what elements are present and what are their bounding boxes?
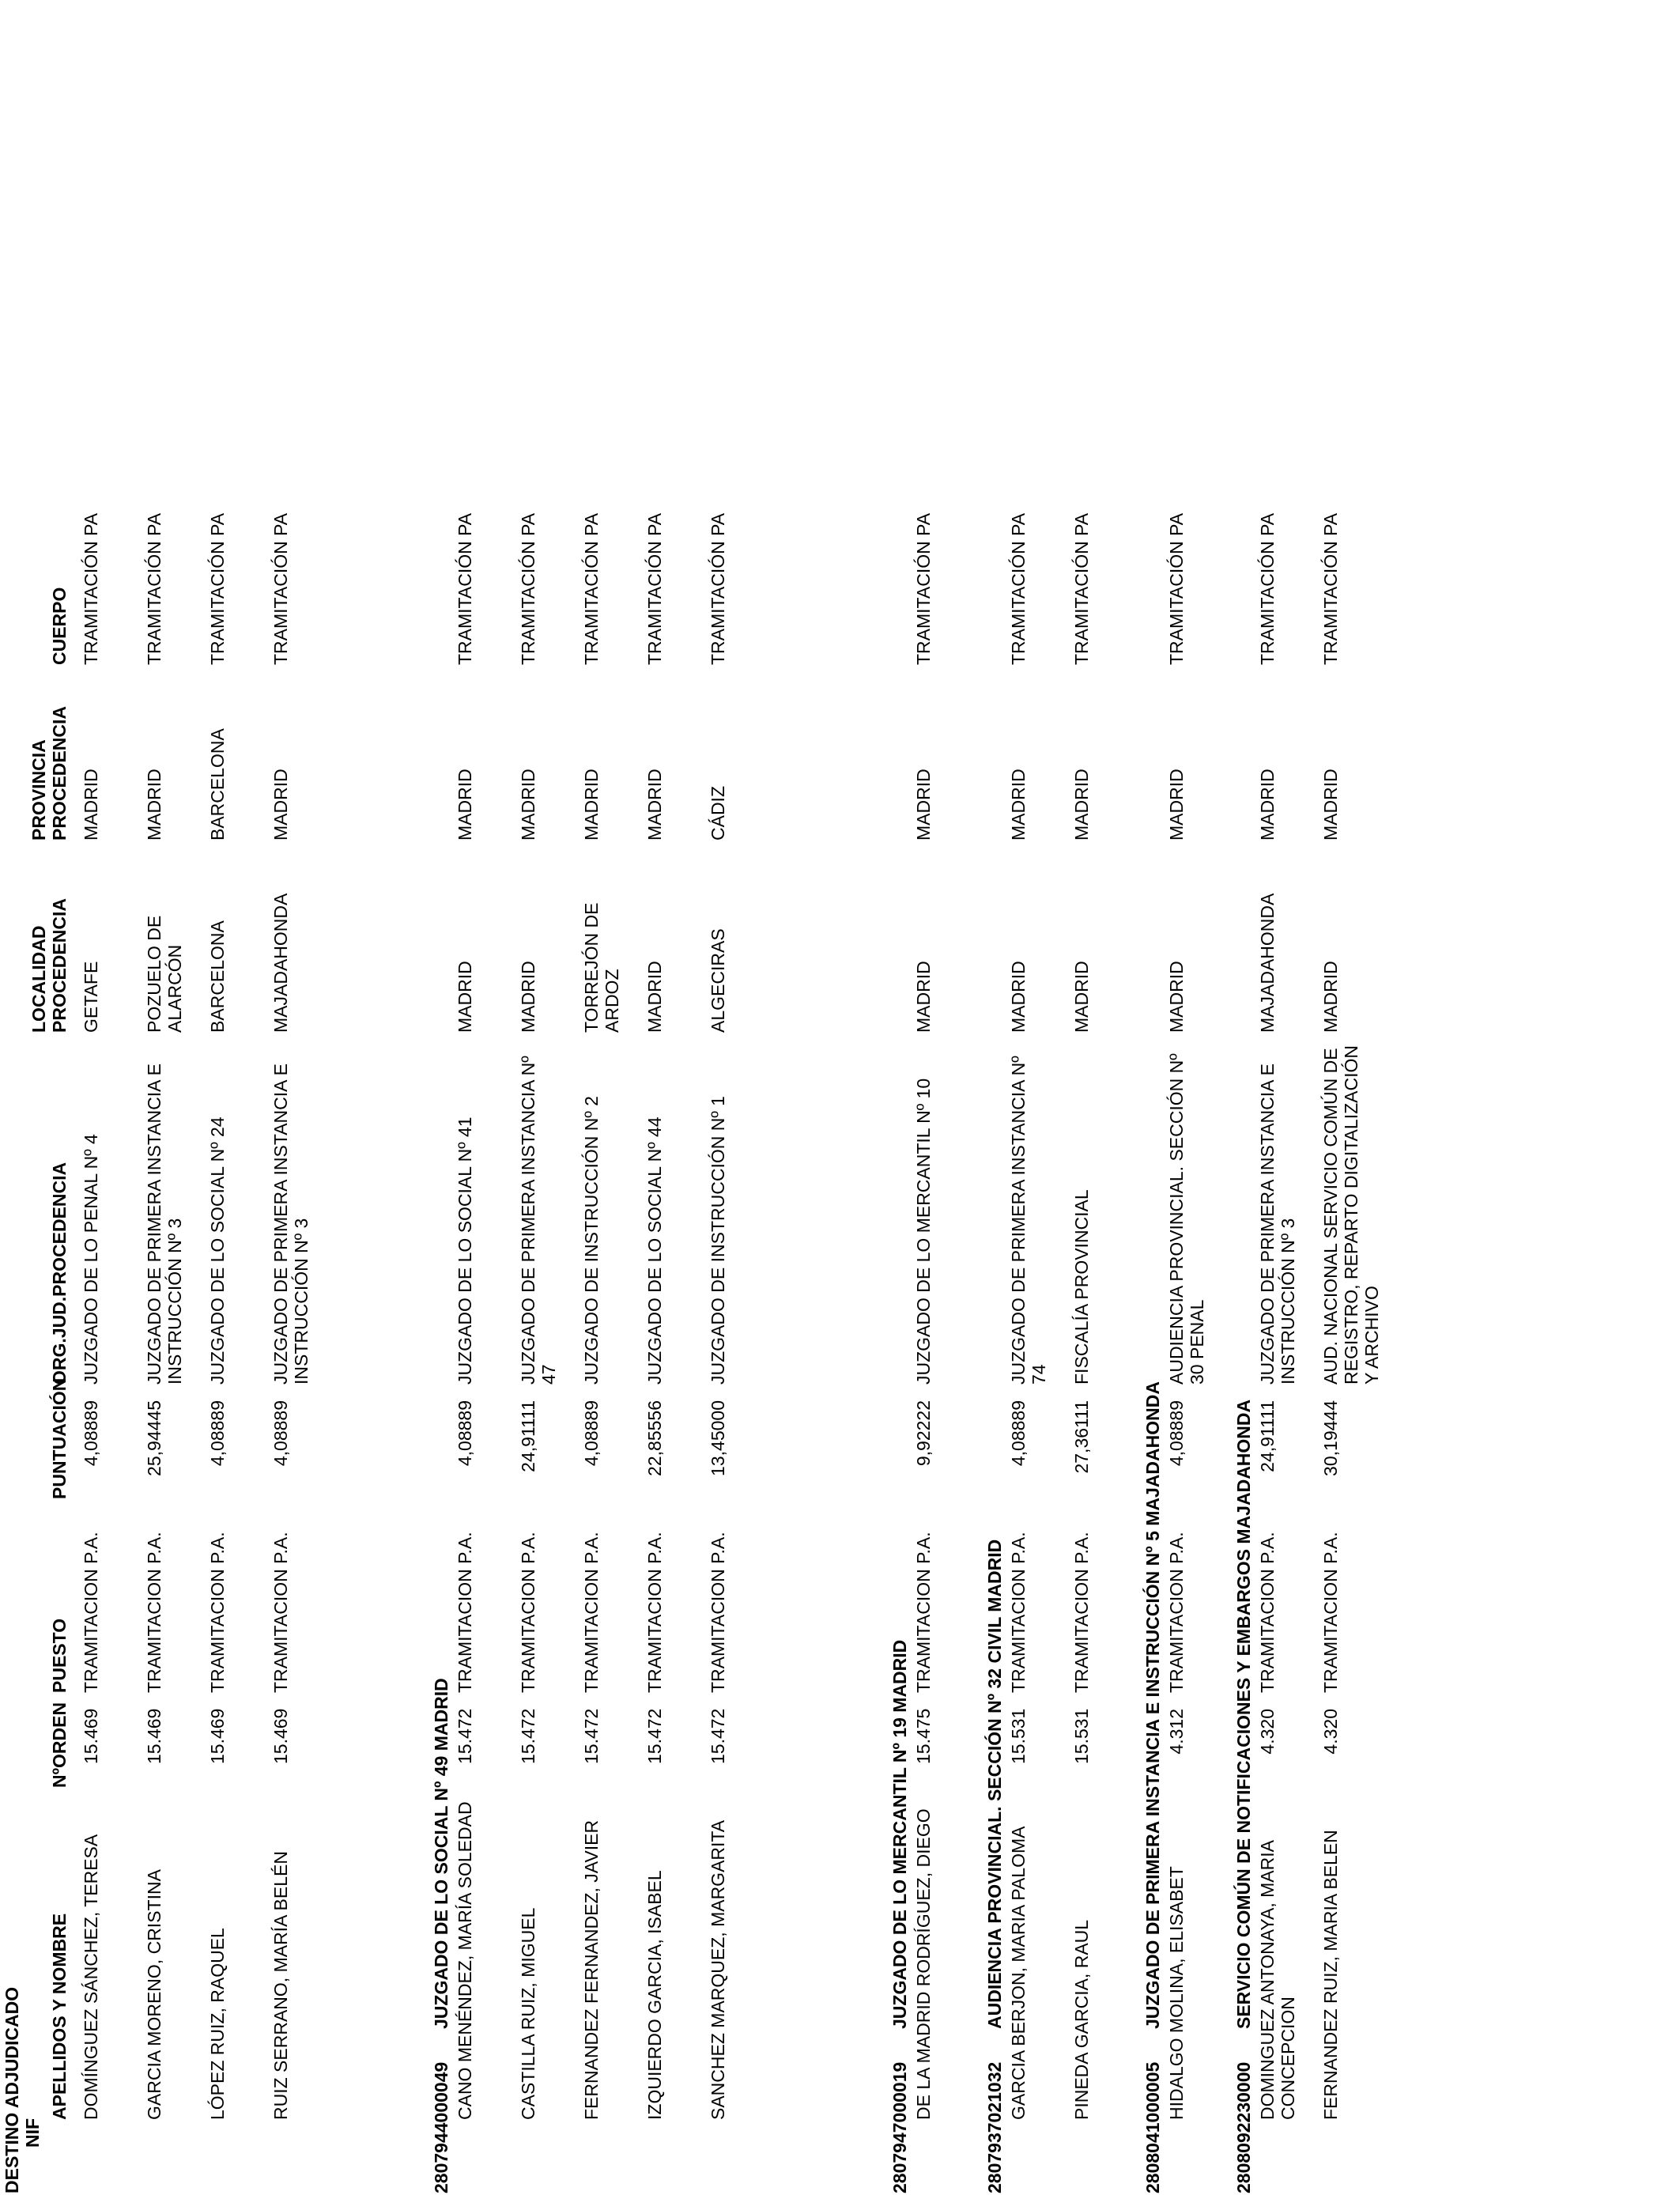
puntuacion-cell: 4,08889 [455,1400,475,1467]
group-title: SERVICIO COMÚN DE NOTIFICACIONES Y EMBARGOS MAJADAHONDA [1233,1399,1254,2029]
name-cell: LÓPEZ RUIZ, RAQUEL [207,1928,228,2120]
provincia-cell: MADRID [581,769,602,841]
cuerpo-cell: TRAMITACIÓN PA [1166,512,1187,665]
puesto-header: PUESTO [49,1618,70,1693]
orden-cell: 15.531 [1071,1708,1092,1764]
cuerpo-cell: TRAMITACIÓN PA [207,512,228,665]
name-cell: HIDALGO MOLINA, ELISABET [1166,1866,1187,2120]
cuerpo-cell: TRAMITACIÓN PA [1008,512,1029,665]
name-cell: DE LA MADRID RODRÍGUEZ, DIEGO [913,1808,934,2120]
orden-cell: 15.472 [455,1708,475,1764]
orden-cell: 15.472 [518,1708,538,1764]
cuerpo-cell: TRAMITACIÓN PA [270,512,291,665]
puntuacion-cell: 4,08889 [1166,1400,1187,1467]
org-cell: JUZGADO DE PRIMERA INSTANCIA E INSTRUCCIÓN Nº 3 [1257,1063,1298,1385]
provincia-cell: MADRID [913,769,934,841]
name-cell: IZQUIERDO GARCIA, ISABEL [644,1870,665,2120]
provincia-cell: MADRID [1071,769,1092,841]
puntuacion-cell: 24,91111 [1257,1400,1278,1472]
puesto-cell: TRAMITACION P.A. [144,1532,164,1693]
cuerpo-header: CUERPO [49,587,70,665]
localidad-cell: TORREJÓN DE ARDOZ [581,902,622,1033]
cuerpo-cell: TRAMITACIÓN PA [913,512,934,665]
group-title: JUZGADO DE LO MERCANTIL Nº 19 MADRID [889,1639,910,2029]
provincia-cell: MADRID [455,769,475,841]
org-cell: JUZGADO DE LO SOCIAL Nº 41 [455,1116,475,1385]
name-cell: FERNANDEZ RUIZ, MARIA BELEN [1320,1830,1341,2120]
provincia-cell: MADRID [518,769,538,841]
cuerpo-cell: TRAMITACIÓN PA [1320,512,1341,665]
puntuacion-cell: 25,94445 [144,1400,164,1476]
orden-cell: 15.531 [1008,1708,1029,1764]
provincia-header: PROVINCIA PROCEDENCIA [28,706,70,841]
orden-cell: 15.469 [144,1708,164,1764]
org-cell: JUZGADO DE PRIMERA INSTANCIA Nº 47 [518,1056,559,1385]
org-cell: AUD. NACIONAL SERVICIO COMÚN DE REGISTRO, REPARTO DIGITALIZACIÓN Y ARCHIVO [1320,1045,1382,1385]
puntuacion-cell: 22,85556 [644,1400,665,1476]
puesto-cell: TRAMITACION P.A. [207,1532,228,1693]
cuerpo-cell: TRAMITACIÓN PA [644,512,665,665]
puntuacion-cell: 4,08889 [1008,1400,1029,1467]
group-nif: 2808041000005 [1142,2061,1163,2193]
cuerpo-cell: TRAMITACIÓN PA [144,512,164,665]
localidad-header: LOCALIDAD PROCEDENCIA [28,898,70,1033]
cuerpo-cell: TRAMITACIÓN PA [1071,512,1092,665]
orden-cell: 15.469 [81,1708,101,1764]
group-title: JUZGADO DE PRIMERA INSTANCIA E INSTRUCCIÓN Nº 5 MAJADAHONDA [1142,1381,1163,2029]
org-cell: JUZGADO DE PRIMERA INSTANCIA E INSTRUCCIÓN Nº 3 [270,1063,311,1385]
provincia-cell: MADRID [270,769,291,841]
org-cell: JUZGADO DE INSTRUCCIÓN Nº 1 [708,1096,728,1385]
group-nif: 2808092230000 [1233,2061,1254,2193]
group-title: JUZGADO DE LO SOCIAL Nº 49 MADRID [431,1678,451,2029]
name-cell: CASTILLA RUIZ, MIGUEL [518,1907,538,2120]
localidad-cell: MADRID [518,961,538,1033]
puesto-cell: TRAMITACION P.A. [1071,1532,1092,1693]
localidad-cell: MAJADAHONDA [1257,893,1278,1033]
org-cell: JUZGADO DE LO SOCIAL Nº 24 [207,1116,228,1385]
puesto-cell: TRAMITACION P.A. [1257,1532,1278,1693]
provincia-cell: CÁDIZ [708,786,728,841]
localidad-cell: MAJADAHONDA [270,893,291,1033]
name-cell: DOMINGUEZ ANTONAYA, MARIA CONCEPCION [1257,1841,1298,2120]
org-cell: JUZGADO DE LO PENAL Nº 4 [81,1134,101,1385]
puesto-cell: TRAMITACION P.A. [81,1532,101,1693]
puntuacion-cell: 4,08889 [270,1400,291,1467]
localidad-cell: MADRID [1008,961,1029,1033]
orden-cell: 15.469 [270,1708,291,1764]
org-cell: JUZGADO DE INSTRUCCIÓN Nº 2 [581,1096,602,1385]
orden-cell: 15.469 [207,1708,228,1764]
orden-cell: 15.472 [581,1708,602,1764]
puesto-cell: TRAMITACION P.A. [1320,1532,1341,1693]
cuerpo-cell: TRAMITACIÓN PA [581,512,602,665]
puntuacion-cell: 27,36111 [1071,1400,1092,1474]
name-cell: GARCIA BERJON, MARIA PALOMA [1008,1826,1029,2120]
apellidos-header: APELLIDOS Y NOMBRE [49,1913,70,2120]
nif-header: NIF [22,2118,43,2148]
puntuacion-cell: 4,08889 [581,1400,602,1467]
puntuacion-header: PUNTUACIÓN [49,1377,70,1499]
name-cell: PINEDA GARCIA, RAUL [1071,1919,1092,2120]
norden-header: NºORDEN [49,1702,70,1788]
orgjud-header: ORG.JUD.PROCEDENCIA [49,1162,70,1385]
puesto-cell: TRAMITACION P.A. [518,1532,538,1693]
localidad-cell: MADRID [455,961,475,1033]
provincia-cell: MADRID [144,769,164,841]
localidad-cell: ALGECIRAS [708,928,728,1033]
localidad-cell: MADRID [644,961,665,1033]
name-cell: SANCHEZ MARQUEZ, MARGARITA [708,1819,728,2120]
puesto-cell: TRAMITACION P.A. [913,1532,934,1693]
orden-cell: 15.472 [644,1708,665,1764]
localidad-cell: MADRID [1071,961,1092,1033]
org-cell: JUZGADO DE PRIMERA INSTANCIA E INSTRUCCIÓN Nº 3 [144,1063,185,1385]
puntuacion-cell: 9,92222 [913,1400,934,1467]
provincia-cell: MADRID [1008,769,1029,841]
localidad-cell: POZUELO DE ALARCÓN [144,915,185,1033]
provincia-cell: MADRID [81,769,101,841]
name-cell: RUIZ SERRANO, MARÍA BELÉN [270,1851,291,2120]
orden-cell: 4.320 [1257,1709,1278,1755]
provincia-cell: MADRID [644,769,665,841]
localidad-cell: MADRID [913,961,934,1033]
provincia-cell: MADRID [1166,769,1187,841]
puntuacion-cell: 13,45000 [708,1400,728,1476]
localidad-cell: MADRID [1320,961,1341,1033]
puesto-cell: TRAMITACION P.A. [581,1532,602,1693]
localidad-cell: BARCELONA [207,920,228,1033]
orden-cell: 15.475 [913,1708,934,1764]
provincia-cell: BARCELONA [207,728,228,841]
org-cell: JUZGADO DE LO SOCIAL Nº 44 [644,1116,665,1385]
orden-cell: 4.312 [1166,1709,1187,1755]
provincia-cell: MADRID [1257,769,1278,841]
name-cell: CANO MENÉNDEZ, MARÍA SOLEDAD [455,1801,475,2120]
provincia-cell: MADRID [1320,769,1341,841]
group-nif: 2807944000049 [431,2061,451,2193]
cuerpo-cell: TRAMITACIÓN PA [1257,512,1278,665]
org-cell: JUZGADO DE PRIMERA INSTANCIA Nº 74 [1008,1056,1049,1385]
puesto-cell: TRAMITACION P.A. [1008,1532,1029,1693]
localidad-cell: MADRID [1166,961,1187,1033]
cuerpo-cell: TRAMITACIÓN PA [518,512,538,665]
puntuacion-cell: 30,19444 [1320,1400,1341,1476]
name-cell: DOMÍNGUEZ SÁNCHEZ, TERESA [81,1834,101,2120]
name-cell: FERNANDEZ FERNANDEZ, JAVIER [581,1819,602,2120]
cuerpo-cell: TRAMITACIÓN PA [455,512,475,665]
localidad-cell: GETAFE [81,961,101,1033]
puesto-cell: TRAMITACION P.A. [644,1532,665,1693]
destino-adjudicado-label: DESTINO ADJUDICADO [2,1986,22,2193]
puntuacion-cell: 24,91111 [518,1400,538,1472]
group-nif: 2807937021032 [984,2061,1005,2193]
puesto-cell: TRAMITACION P.A. [270,1532,291,1693]
orden-cell: 4.320 [1320,1709,1341,1755]
name-cell: GARCIA MORENO, CRISTINA [144,1869,164,2120]
org-cell: AUDIENCIA PROVINCIAL. SECCIÓN Nº 30 PENAL [1166,1053,1207,1385]
puntuacion-cell: 4,08889 [207,1400,228,1467]
cuerpo-cell: TRAMITACIÓN PA [81,512,101,665]
puntuacion-cell: 4,08889 [81,1400,101,1467]
group-title: AUDIENCIA PROVINCIAL. SECCIÓN Nº 32 CIVIL MADRID [984,1539,1005,2029]
puesto-cell: TRAMITACION P.A. [1166,1532,1187,1693]
cuerpo-cell: TRAMITACIÓN PA [708,512,728,665]
org-cell: JUZGADO DE LO MERCANTIL Nº 10 [913,1078,934,1385]
group-nif: 2807947000019 [889,2061,910,2193]
puesto-cell: TRAMITACION P.A. [455,1532,475,1693]
org-cell: FISCALÍA PROVINCIAL [1071,1189,1092,1385]
puesto-cell: TRAMITACION P.A. [708,1532,728,1693]
orden-cell: 15.472 [708,1708,728,1764]
